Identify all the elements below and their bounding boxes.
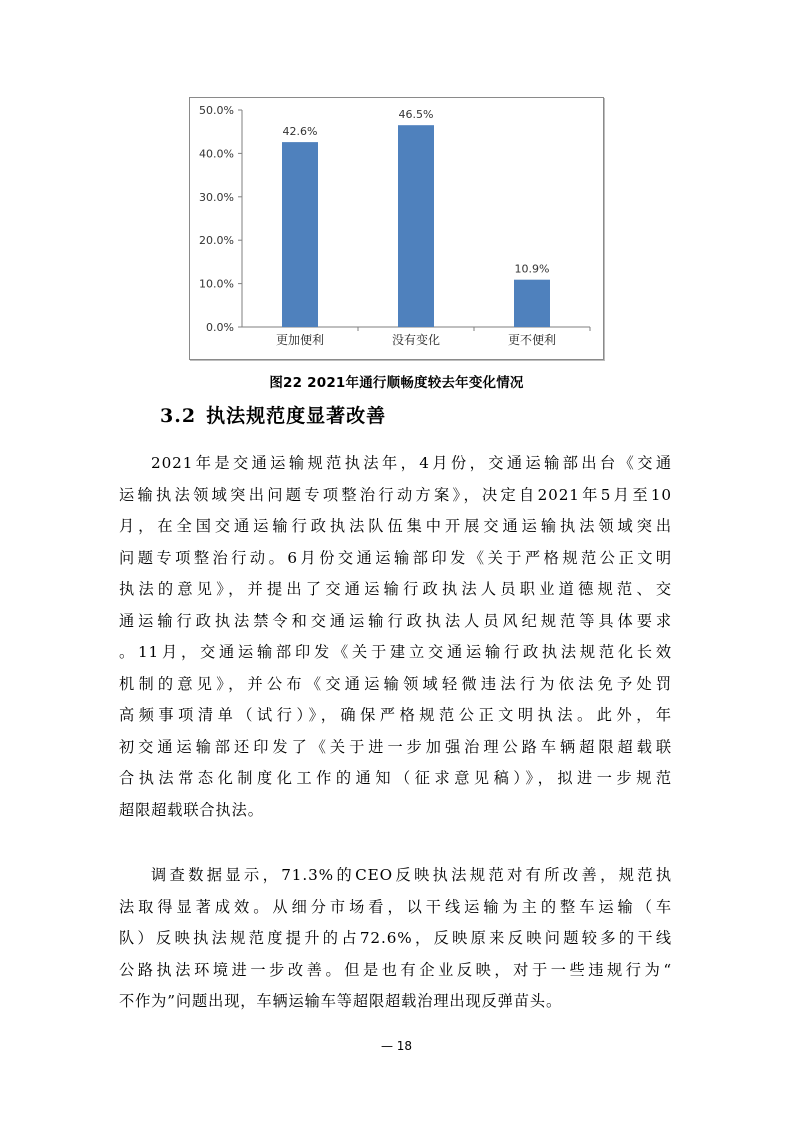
bar xyxy=(514,280,550,327)
paragraph-line: 月，在全国交通运输行政执法队伍集中开展交通运输执法领域突出 xyxy=(119,517,672,535)
paragraph-1 xyxy=(119,448,672,826)
page-number: — 18 xyxy=(380,1039,413,1053)
data-label: 46.5% xyxy=(398,108,434,122)
figure-caption: 图22 2021年通行顺畅度较去年变化情况 xyxy=(269,375,524,391)
y-tick-label: 10.0% xyxy=(199,277,234,291)
paragraph-line: 超限超载联合执法。 xyxy=(119,800,264,819)
y-tick-label: 20.0% xyxy=(199,234,234,248)
section-number: 3.2 xyxy=(160,405,197,427)
paragraph-line: 调查数据显示，71.3%的CEO反映执法规范对有所改善，规范执 xyxy=(151,866,672,884)
paragraph-line: 执法的意见》，并提出了交通运输行政执法人员职业道德规范、交 xyxy=(119,580,672,598)
x-tick-label: 更不便利 xyxy=(507,333,557,347)
bar xyxy=(282,142,318,327)
paragraph-line: 高频事项清单（试行）》，确保严格规范公正文明执法。此外，年 xyxy=(119,706,672,724)
y-tick-label: 0.0% xyxy=(206,321,234,334)
y-tick-label: 40.0% xyxy=(199,147,234,161)
data-label: 42.6% xyxy=(282,125,318,139)
y-tick-label: 50.0% xyxy=(199,104,234,117)
x-tick-label: 更加便利 xyxy=(275,333,325,347)
paragraph-line: 初交通运输部还印发了《关于进一步加强治理公路车辆超限超载联 xyxy=(119,737,672,756)
paragraph-line: 通运输行政执法禁令和交通运输行政执法人员风纪规范等具体要求 xyxy=(119,611,672,630)
paragraph-line: 2021年是交通运输规范执法年，4月份，交通运输部出台《交通 xyxy=(151,454,672,472)
paragraph-line: 法取得显著成效。从细分市场看，以干线运输为主的整车运输（车 xyxy=(119,897,672,916)
paragraph-line: 机制的意见》，并公布《交通运输领域轻微违法行为依法免予处罚 xyxy=(119,674,672,693)
section-heading xyxy=(160,401,386,428)
paragraph-line: 不作为”问题出现，车辆运输车等超限超载治理出现反弹苗头。 xyxy=(119,992,563,1010)
y-tick-label: 30.0% xyxy=(199,190,234,204)
x-tick-label: 没有变化 xyxy=(391,333,441,347)
paragraph-line: 运输执法领域突出问题专项整治行动方案》，决定自2021年5月至10 xyxy=(119,485,672,504)
data-label: 10.9% xyxy=(514,262,550,276)
paragraph-line: 公路执法环境进一步改善。但是也有企业反映，对于一些违规行为“ xyxy=(119,960,672,979)
paragraph-line: 。11月，交通运输部印发《关于建立交通运输行政执法规范化长效 xyxy=(119,643,672,661)
paragraph-line: 队）反映执法规范度提升的占72.6%，反映原来反映问题较多的干线 xyxy=(119,929,672,947)
chart-canvas xyxy=(190,98,603,359)
section-title: 执法规范度显著改善 xyxy=(206,405,387,427)
bar xyxy=(398,125,434,327)
paragraph-line: 问题专项整治行动。6月份交通运输部印发《关于严格规范公正文明 xyxy=(119,548,672,567)
paragraph-line: 合执法常态化制度化工作的通知（征求意见稿）》，拟进一步规范 xyxy=(119,769,672,787)
bar-chart xyxy=(189,97,604,360)
paragraph-2 xyxy=(119,860,672,1018)
